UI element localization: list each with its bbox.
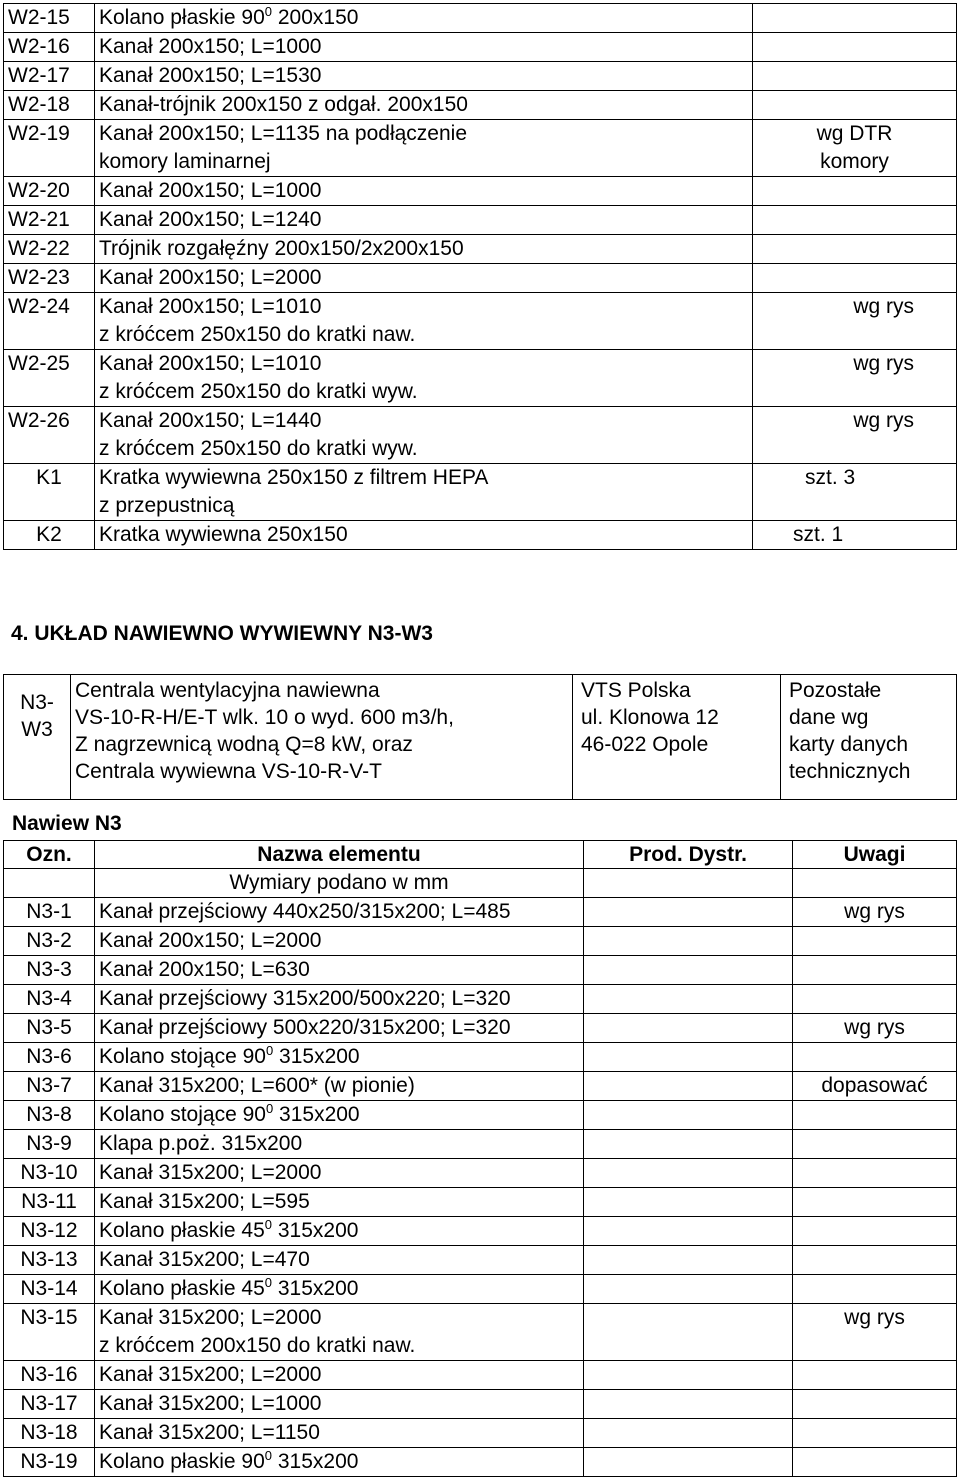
part-code: N3-11 xyxy=(4,1188,95,1217)
table-row xyxy=(4,464,957,521)
unit-code-line1: N3- xyxy=(20,691,54,714)
part-producer xyxy=(584,1390,793,1419)
part-description xyxy=(95,464,753,521)
note-text: wg rys xyxy=(844,900,905,923)
part-name: Kanał 200x150; L=1135 na podłączenie xyxy=(99,122,468,145)
part-note xyxy=(753,177,957,206)
part-code: W2-19 xyxy=(4,120,95,177)
part-producer xyxy=(584,1130,793,1159)
note-text-line2: komory xyxy=(820,150,889,173)
part-name: Kanał 315x200; L=600* (w pionie) xyxy=(99,1074,415,1097)
part-note xyxy=(753,521,957,550)
table-row xyxy=(4,1072,957,1101)
table-header-row xyxy=(4,841,957,869)
header-notes: Uwagi xyxy=(793,841,957,869)
unit-supplier xyxy=(573,675,781,800)
table-row xyxy=(4,120,957,177)
part-note xyxy=(753,464,957,521)
table-row xyxy=(4,956,957,985)
table-row xyxy=(4,1361,957,1390)
part-code: N3-12 xyxy=(4,1217,95,1246)
part-name: Kolano płaskie 90 xyxy=(99,6,265,29)
part-name: Kanał-trójnik 200x150 z odgał. 200x150 xyxy=(99,93,468,116)
part-name: Kolano stojące 90 xyxy=(99,1103,266,1126)
part-code: N3-5 xyxy=(4,1014,95,1043)
part-description xyxy=(95,120,753,177)
part-name: Kanał 200x150; L=2000 xyxy=(99,266,322,289)
part-name: Klapa p.poż. 315x200 xyxy=(99,1132,303,1155)
part-code: N3-3 xyxy=(4,956,95,985)
table-row xyxy=(4,1014,957,1043)
part-description xyxy=(95,1159,584,1188)
part-note xyxy=(753,293,957,350)
supplier-line: VTS Polska xyxy=(581,679,691,702)
part-description xyxy=(95,206,753,235)
part-name-line2: z króćcem 200x150 do kratki naw. xyxy=(99,1334,416,1357)
unit-description xyxy=(71,675,573,800)
part-code: W2-18 xyxy=(4,91,95,120)
part-name: Kanał 200x150; L=1010 xyxy=(99,352,322,375)
table-row xyxy=(4,1246,957,1275)
part-code: W2-26 xyxy=(4,407,95,464)
unit-row xyxy=(4,675,957,800)
part-note xyxy=(753,33,957,62)
part-code: N3-17 xyxy=(4,1390,95,1419)
part-code: K2 xyxy=(4,521,95,550)
dims-note: Wymiary podano w mm xyxy=(95,869,584,898)
part-producer xyxy=(584,985,793,1014)
part-note xyxy=(793,1072,957,1101)
part-name-suffix: 315x200 xyxy=(272,1450,359,1473)
unit-note-line: Pozostałe xyxy=(789,679,882,702)
part-name: Kanał 315x200; L=1150 xyxy=(99,1421,320,1444)
part-code: N3-15 xyxy=(4,1304,95,1361)
unit-note-line: dane wg xyxy=(789,706,869,729)
part-name-suffix: 315x200 xyxy=(272,1277,359,1300)
table-row xyxy=(4,177,957,206)
part-note xyxy=(793,1159,957,1188)
unit-desc-line: Z nagrzewnicą wodną Q=8 kW, oraz xyxy=(75,733,413,756)
table-row xyxy=(4,62,957,91)
part-description xyxy=(95,985,584,1014)
part-name: Kanał 315x200; L=2000 xyxy=(99,1306,322,1329)
part-producer xyxy=(584,1419,793,1448)
part-description xyxy=(95,264,753,293)
note-text: wg rys xyxy=(853,409,914,432)
unit-code-line2: W3 xyxy=(21,718,53,741)
part-note xyxy=(793,1130,957,1159)
part-note xyxy=(793,1304,957,1361)
degree-superscript: 0 xyxy=(265,1101,274,1116)
note-text: wg rys xyxy=(853,295,914,318)
table-row xyxy=(4,1419,957,1448)
part-description xyxy=(95,350,753,407)
dims-note-row xyxy=(4,869,957,898)
part-name-line2: z króćcem 250x150 do kratki wyw. xyxy=(99,380,418,403)
degree-superscript: 0 xyxy=(265,1043,274,1058)
part-note xyxy=(753,264,957,293)
part-code: N3-4 xyxy=(4,985,95,1014)
part-note xyxy=(793,1014,957,1043)
part-code: N3-16 xyxy=(4,1361,95,1390)
part-note xyxy=(793,1188,957,1217)
part-note xyxy=(753,407,957,464)
header-name: Nazwa elementu xyxy=(95,841,584,869)
unit-note-line: technicznych xyxy=(789,760,911,783)
part-description xyxy=(95,1043,584,1072)
part-code: N3-9 xyxy=(4,1130,95,1159)
part-name: Kanał 200x150; L=1000 xyxy=(99,35,322,58)
part-description xyxy=(95,1072,584,1101)
part-note xyxy=(793,1217,957,1246)
table-row xyxy=(4,1043,957,1072)
part-producer xyxy=(584,898,793,927)
table-row xyxy=(4,293,957,350)
part-name: Kanał 315x200; L=2000 xyxy=(99,1161,322,1184)
part-name: Kanał przejściowy 440x250/315x200; L=485 xyxy=(99,900,511,923)
part-note xyxy=(753,206,957,235)
part-note xyxy=(793,985,957,1014)
part-name: Kolano stojące 90 xyxy=(99,1045,266,1068)
part-code: W2-22 xyxy=(4,235,95,264)
part-note xyxy=(793,1448,957,1477)
part-name-suffix: 200x150 xyxy=(272,6,359,29)
part-name: Kanał przejściowy 315x200/500x220; L=320 xyxy=(99,987,511,1010)
part-description xyxy=(95,1419,584,1448)
part-name: Kanał 200x150; L=630 xyxy=(99,958,310,981)
part-code: W2-15 xyxy=(4,4,95,33)
note-text: szt. 1 xyxy=(793,523,844,546)
table-row xyxy=(4,1188,957,1217)
part-description xyxy=(95,407,753,464)
part-name: Kolano płaskie 45 xyxy=(99,1277,265,1300)
part-code: W2-21 xyxy=(4,206,95,235)
part-description xyxy=(95,956,584,985)
table-row xyxy=(4,4,957,33)
part-producer xyxy=(584,1188,793,1217)
part-producer xyxy=(584,1275,793,1304)
part-note xyxy=(793,1246,957,1275)
table-row xyxy=(4,985,957,1014)
table-row xyxy=(4,1101,957,1130)
part-code: W2-24 xyxy=(4,293,95,350)
part-note xyxy=(793,898,957,927)
part-code: K1 xyxy=(4,464,95,521)
part-code: N3-8 xyxy=(4,1101,95,1130)
part-producer xyxy=(584,1448,793,1477)
supplier-line: ul. Klonowa 12 xyxy=(581,706,719,729)
part-description xyxy=(95,1101,584,1130)
table-row xyxy=(4,206,957,235)
section-heading: 4. UKŁAD NAWIEWNO WYWIEWNY N3-W3 xyxy=(11,622,433,645)
note-text: wg rys xyxy=(853,352,914,375)
table-row xyxy=(4,264,957,293)
header-code: Ozn. xyxy=(4,841,95,869)
part-description xyxy=(95,521,753,550)
part-code: N3-18 xyxy=(4,1419,95,1448)
part-description xyxy=(95,1217,584,1246)
unit-desc-line: Centrala wentylacyjna nawiewna xyxy=(75,679,380,702)
unit-note-line: karty danych xyxy=(789,733,909,756)
table-row xyxy=(4,521,957,550)
part-producer xyxy=(584,1246,793,1275)
part-name: Kanał 200x150; L=1440 xyxy=(99,409,322,432)
unit-notes xyxy=(781,675,957,800)
part-note xyxy=(753,120,957,177)
degree-superscript: 0 xyxy=(264,1217,273,1232)
part-name: Kanał 200x150; L=1000 xyxy=(99,179,322,202)
table-row xyxy=(4,1275,957,1304)
part-code: W2-16 xyxy=(4,33,95,62)
part-producer xyxy=(584,1101,793,1130)
part-description xyxy=(95,927,584,956)
note-text: wg rys xyxy=(844,1306,905,1329)
supplier-line: 46-022 Opole xyxy=(581,733,709,756)
table-row xyxy=(4,1448,957,1477)
part-name-suffix: 315x200 xyxy=(273,1103,360,1126)
header-prod: Prod. Dystr. xyxy=(584,841,793,869)
table-row xyxy=(4,1159,957,1188)
part-note xyxy=(793,1101,957,1130)
part-note xyxy=(793,1361,957,1390)
part-description xyxy=(95,62,753,91)
part-description xyxy=(95,4,753,33)
part-name-suffix: 315x200 xyxy=(273,1045,360,1068)
part-description xyxy=(95,235,753,264)
table-row xyxy=(4,1304,957,1361)
part-name: Kratka wywiewna 250x150 z filtrem HEPA xyxy=(99,466,489,489)
note-text: wg DTR xyxy=(816,122,893,145)
part-code: W2-20 xyxy=(4,177,95,206)
part-note xyxy=(753,350,957,407)
part-name-line2: z króćcem 250x150 do kratki naw. xyxy=(99,323,416,346)
part-name-line2: z przepustnicą xyxy=(99,494,235,517)
part-note xyxy=(753,62,957,91)
degree-superscript: 0 xyxy=(264,1448,273,1463)
part-producer xyxy=(584,927,793,956)
parts-table-w2 xyxy=(3,3,957,550)
table-row xyxy=(4,235,957,264)
part-name: Kolano płaskie 90 xyxy=(99,1450,265,1473)
part-name: Kanał 315x200; L=470 xyxy=(99,1248,310,1271)
part-note xyxy=(753,91,957,120)
part-note xyxy=(793,1390,957,1419)
part-code: N3-10 xyxy=(4,1159,95,1188)
part-name: Kanał przejściowy 500x220/315x200; L=320 xyxy=(99,1016,511,1039)
unit-desc-line: Centrala wywiewna VS-10-R-V-T xyxy=(75,760,382,783)
part-note xyxy=(793,956,957,985)
part-name: Kanał 200x150; L=1530 xyxy=(99,64,322,87)
part-producer xyxy=(584,1217,793,1246)
part-name-line2: z króćcem 250x150 do kratki wyw. xyxy=(99,437,418,460)
part-name: Kanał 200x150; L=1240 xyxy=(99,208,322,231)
part-description xyxy=(95,1390,584,1419)
part-name: Trójnik rozgałęźny 200x150/2x200x150 xyxy=(99,237,464,260)
part-name: Kratka wywiewna 250x150 xyxy=(99,523,348,546)
table-row xyxy=(4,927,957,956)
part-code: N3-13 xyxy=(4,1246,95,1275)
part-producer xyxy=(584,1014,793,1043)
part-name: Kanał 315x200; L=2000 xyxy=(99,1363,322,1386)
part-producer xyxy=(584,1304,793,1361)
part-description xyxy=(95,898,584,927)
part-note xyxy=(793,1043,957,1072)
part-name: Kanał 200x150; L=2000 xyxy=(99,929,322,952)
part-producer xyxy=(584,1072,793,1101)
table-row xyxy=(4,350,957,407)
parts-table-n3 xyxy=(3,840,957,1477)
part-description xyxy=(95,293,753,350)
part-name-suffix: 315x200 xyxy=(272,1219,359,1242)
part-description xyxy=(95,1188,584,1217)
part-note xyxy=(753,4,957,33)
part-description xyxy=(95,1014,584,1043)
part-producer xyxy=(584,956,793,985)
table-row xyxy=(4,898,957,927)
part-note xyxy=(753,235,957,264)
table-row xyxy=(4,1390,957,1419)
part-name: Kolano płaskie 45 xyxy=(99,1219,265,1242)
part-name-line2: komory laminarnej xyxy=(99,150,271,173)
degree-superscript: 0 xyxy=(264,1275,273,1290)
part-note xyxy=(793,1419,957,1448)
part-code: N3-19 xyxy=(4,1448,95,1477)
part-description xyxy=(95,1304,584,1361)
part-description xyxy=(95,1361,584,1390)
part-code: N3-7 xyxy=(4,1072,95,1101)
table-row xyxy=(4,1130,957,1159)
part-code: W2-25 xyxy=(4,350,95,407)
unit-desc-line: VS-10-R-H/E-T wlk. 10 o wyd. 600 m3/h, xyxy=(75,706,454,729)
part-code: W2-23 xyxy=(4,264,95,293)
part-producer xyxy=(584,1159,793,1188)
part-name: Kanał 200x150; L=1010 xyxy=(99,295,322,318)
part-code: N3-14 xyxy=(4,1275,95,1304)
unit-table xyxy=(3,674,957,800)
table-row xyxy=(4,33,957,62)
table-row xyxy=(4,1217,957,1246)
note-text: dopasować xyxy=(821,1074,928,1097)
part-note xyxy=(793,927,957,956)
part-description xyxy=(95,177,753,206)
parts-table-w2-body xyxy=(4,4,957,550)
part-name: Kanał 315x200; L=595 xyxy=(99,1190,310,1213)
note-text: wg rys xyxy=(844,1016,905,1039)
degree-superscript: 0 xyxy=(264,4,273,19)
part-code: N3-6 xyxy=(4,1043,95,1072)
part-description xyxy=(95,1130,584,1159)
part-description xyxy=(95,1275,584,1304)
part-description xyxy=(95,33,753,62)
part-code: N3-1 xyxy=(4,898,95,927)
part-producer xyxy=(584,1361,793,1390)
part-description xyxy=(95,1448,584,1477)
part-code: W2-17 xyxy=(4,62,95,91)
part-producer xyxy=(584,1043,793,1072)
note-text: szt. 3 xyxy=(805,466,856,489)
part-note xyxy=(793,1275,957,1304)
table-row xyxy=(4,407,957,464)
unit-code xyxy=(4,675,71,800)
part-code: N3-2 xyxy=(4,927,95,956)
part-name: Kanał 315x200; L=1000 xyxy=(99,1392,322,1415)
nawiew-heading: Nawiew N3 xyxy=(12,812,122,835)
parts-table-n3-body xyxy=(4,898,957,1477)
table-row xyxy=(4,91,957,120)
part-description xyxy=(95,91,753,120)
part-description xyxy=(95,1246,584,1275)
